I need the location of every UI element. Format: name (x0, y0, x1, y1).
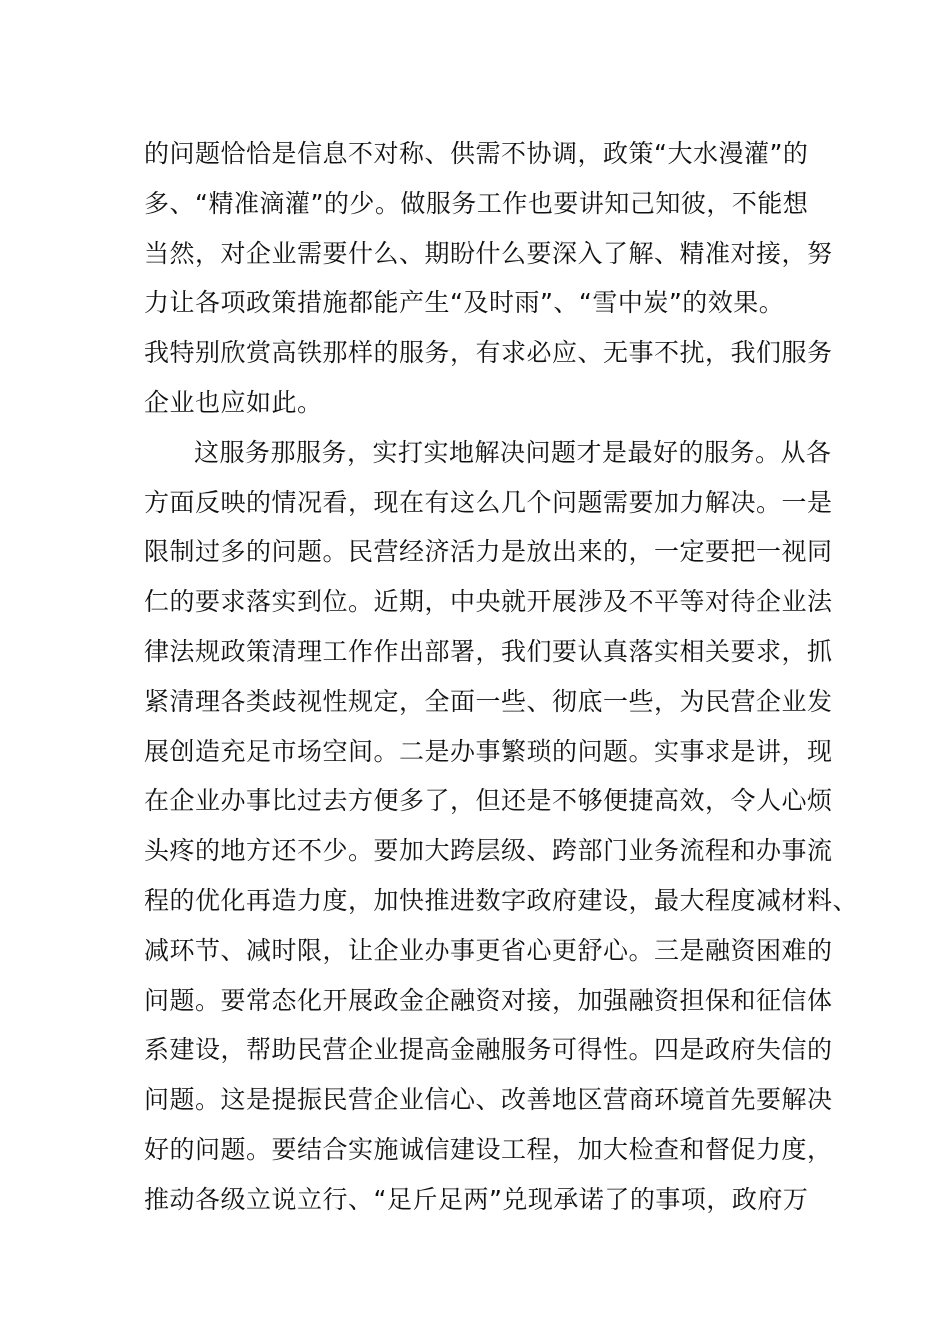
text-line-5: 我特别欣赏高铁那样的服务，有求必应、无事不扰，我们服务 (144, 338, 833, 368)
text-line-22: 推动各级立说立行、“足斤足两”兑现承诺了的事项，政府万 (144, 1184, 809, 1214)
text-line-4: 力让各项政策措施都能产生“及时雨”、“雪中炭”的效果。 (144, 288, 785, 318)
text-line-12: 紧清理各类歧视性规定，全面一些、彻底一些，为民营企业发 (144, 686, 833, 716)
text-line-11: 律法规政策清理工作作出部署，我们要认真落实相关要求，抓 (144, 636, 833, 666)
text-line-10: 仁的要求落实到位。近期，中央就开展涉及不平等对待企业法 (144, 587, 833, 617)
paragraph-start-line: 这服务那服务，实打实地解决问题才是最好的服务。从各 (194, 437, 832, 467)
text-line-14: 在企业办事比过去方便多了，但还是不够便捷高效，令人心烦 (144, 786, 833, 816)
text-line-15: 头疼的地方还不少。要加大跨层级、跨部门业务流程和办事流 (144, 836, 833, 866)
text-line-16: 程的优化再造力度，加快推进数字政府建设，最大程度减材料、 (144, 885, 859, 915)
text-line-1: 的问题恰恰是信息不对称、供需不协调，政策“大水漫灌”的 (144, 139, 809, 168)
text-line-18: 问题。要常态化开展政金企融资对接，加强融资担保和征信体 (144, 985, 833, 1015)
text-line-2: 多、“精准滴灌”的少。做服务工作也要讲知己知彼，不能想 (144, 188, 809, 218)
text-line-20: 问题。这是提振民营企业信心、改善地区营商环境首先要解决 (144, 1085, 833, 1115)
text-line-13: 展创造充足市场空间。二是办事繁琐的问题。实事求是讲，现 (144, 736, 833, 766)
body-text (144, 129, 859, 1225)
text-line-3: 当然，对企业需要什么、期盼什么要深入了解、精准对接，努 (144, 238, 833, 268)
text-line-6: 企业也应如此。 (144, 387, 323, 417)
text-line-19: 系建设，帮助民营企业提高金融服务可得性。四是政府失信的 (144, 1035, 833, 1065)
text-line-9: 限制过多的问题。民营经济活力是放出来的，一定要把一视同 (144, 537, 833, 567)
text-line-21: 好的问题。要结合实施诚信建设工程，加大检查和督促力度， (144, 1134, 833, 1164)
text-line-17: 减环节、减时限，让企业办事更省心更舒心。三是融资困难的 (144, 935, 833, 965)
text-line-8: 方面反映的情况看，现在有这么几个问题需要加力解决。一是 (144, 487, 833, 517)
